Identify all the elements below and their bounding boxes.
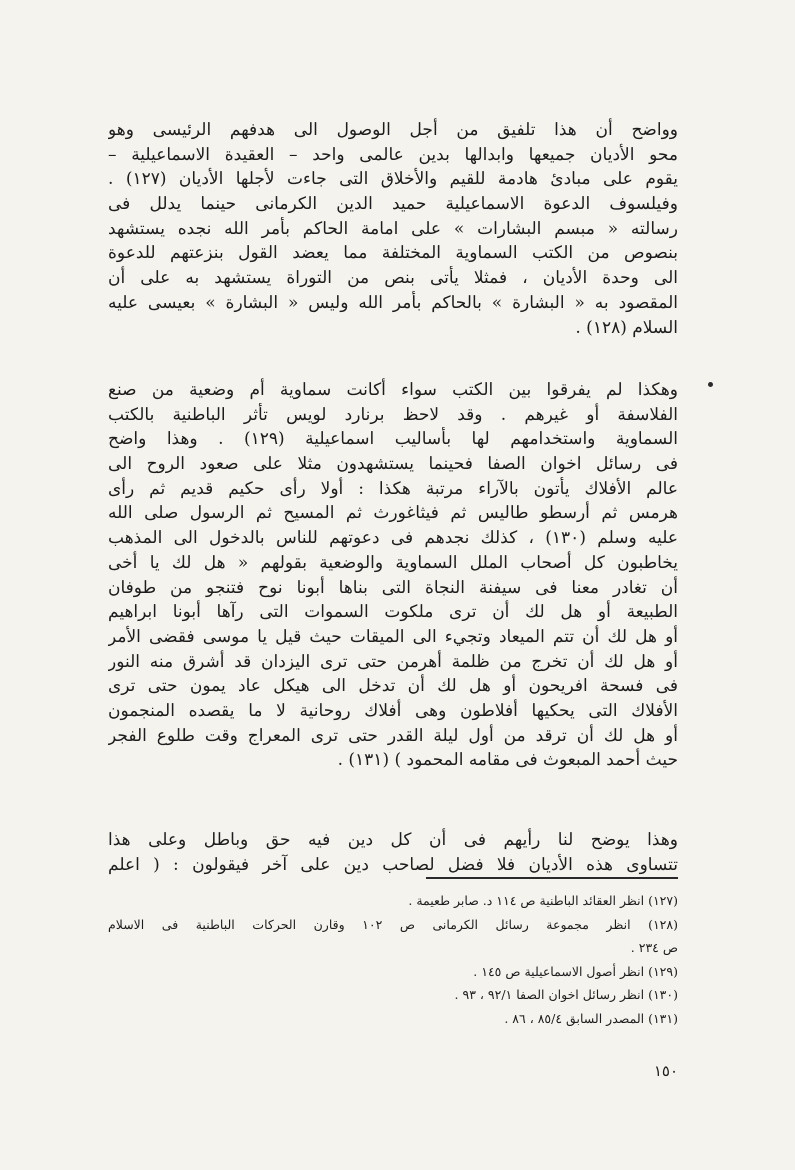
footnote: (١٢٩) انظر أصول الاسماعيلية ص ١٤٥ . [473, 963, 678, 979]
footnote: (١٣٠) انظر رسائل اخوان الصفا ٩٢/١ ، ٩٣ . [454, 987, 678, 1002]
footnote-divider [426, 877, 678, 879]
text-line: وهكذا لم يفرقوا بين الكتب سواء أكانت سماوية أم وضعية من صنع [108, 380, 678, 400]
text-line: الفلاسفة أو غيرهم . وقد لاحظ برنارد لويس تأثر الباطنية بالكتب [108, 404, 678, 425]
text-line: وفيلسوف الدعوة الاسماعيلية حميد الدين الكرمانى حينما يدلل فى [108, 194, 678, 215]
text-line: عالم الأفلاك يأتون بالآراء مرتبة هكذا : أولا رأى حكيم قديم ثم رأى [108, 478, 678, 499]
text-line: تتساوى هذه الأديان فلا فضل لصاحب دين على آخر فيقولون : ( اعلم [108, 854, 678, 875]
stray-ink-dot [708, 382, 713, 387]
text-line: محو الأديان جميعها وابدالها بدين عالمى واحد – العقيدة الاسماعيلية – [108, 144, 678, 165]
text-line: أو هل لك أن تتم الميعاد وتجيء الى الميقات حيث قيل يا موسى فقضى الأمر [108, 626, 678, 647]
text-line: أو هل لك أن ترقد من أول ليلة القدر حتى ترى المعراج وقت طلوع الفجر [108, 725, 678, 746]
text-line: السلام (١٢٨) . [575, 317, 678, 338]
footnote-continuation: ص ٢٣٤ . [630, 940, 678, 955]
text-line: الى وحدة الأديان ، فمثلا يأتى بنص من التوراة يستشهد به على أن [108, 268, 678, 289]
text-line: بنصوص من الكتب السماوية المختلفة مما يعضد القول بنزعتهم للدعوة [108, 243, 678, 264]
text-line: فى فسحة افريحون أو هل لك أن تدخل الى هيكل عاد يمون حتى ترى [108, 676, 678, 697]
text-line: يخاطبون كل أصحاب الملل السماوية والوضعية بقولهم « هل لك يا أخى [108, 552, 678, 573]
footnote: (١٢٨) انظر مجموعة رسائل الكرمانى ص ١٠٢ وقارن الحركات الباطنية فى الاسلام [108, 916, 678, 932]
text-line: الطبيعة أو هل لك أن ترى ملكوت السموات التى رآها أبونا ابراهيم [108, 602, 678, 623]
paragraph-1 [108, 118, 678, 340]
text-line: المقصود به « البشارة » بالحاكم بأمر الله وليس « البشارة » بعيسى عليه [108, 292, 678, 313]
footnote: (١٣١) المصدر السابق ٨٥/٤ ، ٨٦ . [504, 1010, 678, 1026]
text-line: عليه وسلم (١٣٠) ، كذلك نجدهم فى دعوتهم للناس بالدخول الى المذهب [108, 528, 678, 549]
text-line: أن تغادر معنا فى سيفنة النجاة التى بناها أبونا نوح فتنجو من طوفان [108, 577, 678, 598]
paragraph-2 [108, 378, 678, 773]
text-line: السماوية واستخدامهم لها بأساليب اسماعيلية (١٢٩) . وهذا واضح [108, 429, 678, 450]
text-line: وواضح أن هذا تلفيق من أجل الوصول الى هدفهم الرئيسى وهو [108, 120, 678, 140]
text-line: وهذا يوضح لنا رأيهم فى أن كل دين فيه حق وباطل وعلى هذا [108, 830, 678, 850]
text-line: فى رسائل اخوان الصفا فحينما يستشهدون مثلا على صعود الروح الى [108, 454, 678, 475]
footnotes [108, 889, 678, 1030]
text-line: يقوم على مبادئ هادمة للقيم والأخلاق التى جاءت لأجلها الأديان (١٢٧) . [108, 169, 678, 190]
text-line: أو هل لك أن تخرج من ظلمة أهرمن حتى ترى اليزدان قد أشرق منه النور [108, 651, 678, 672]
text-line: الأفلاك التى يحكيها أفلاطون وهى أفلاك روحانية لا ما يقصده المنجمون [108, 700, 678, 721]
paragraph-3 [108, 828, 678, 877]
text-line: حيث أحمد المبعوث فى مقامه المحمود ) (١٣١) . [337, 750, 678, 771]
text-line: رسالته « مبسم البشارات » على امامة الحاكم بأمر الله نجده يستشهد [108, 218, 678, 239]
text-line: هرمس ثم أرسطو طاليس ثم فيثاغورث ثم المسيح ثم الرسول صلى الله [108, 503, 678, 524]
page-number: ١٥٠ [653, 1062, 678, 1080]
footnote: (١٢٧) انظر العقائد الباطنية ص ١١٤ د. صابر طعيمة . [408, 893, 678, 908]
